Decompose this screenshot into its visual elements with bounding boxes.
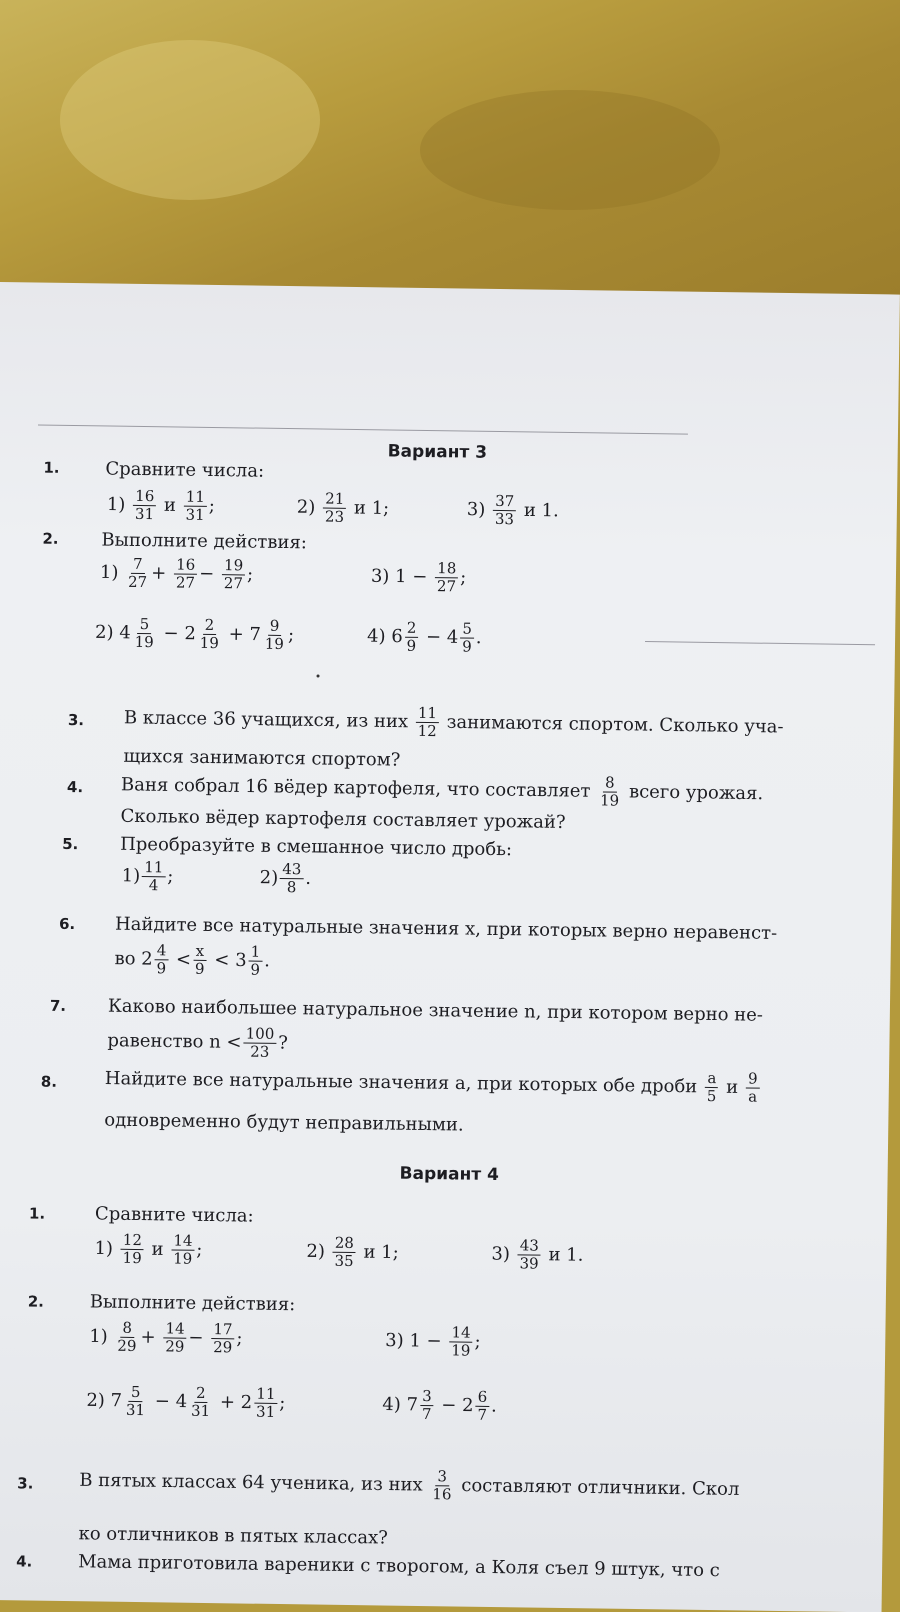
- task-text: Сравните числа:: [94, 1203, 254, 1227]
- action-item-3: 3) 1 − $\frac{14}{19}$ ;: [385, 1323, 481, 1360]
- table-stain: [60, 40, 320, 200]
- compare-item-1: 1) $\frac{16}{31}$ и $\frac{11}{31}$ ;: [106, 486, 215, 524]
- inequality: равенство n < $\frac{100}{23}$ ?: [107, 1024, 289, 1061]
- task-text: Мама приготовила вареники с творогом, а Коля съел 9 штук, что с: [77, 1551, 720, 1582]
- task-text: Сравните числа:: [105, 458, 265, 482]
- action-item-1: 1) $\frac{7}{27}$ + $\frac{16}{27}$ − $\frac{19}{27}$ ;: [99, 554, 254, 593]
- task-text-cont: щихся занимаются спортом?: [123, 745, 401, 771]
- action-item-1: 1) $\frac{8}{29}$ + $\frac{14}{29}$ − $\frac{17}{29}$ ;: [89, 1318, 243, 1357]
- worksheet-page: [0, 282, 900, 1612]
- compare-item-2: 2) $\frac{21}{23}$ и 1;: [296, 489, 390, 526]
- top-rule-line: [38, 425, 688, 435]
- ink-speck: [317, 674, 320, 677]
- task-number: 6.: [58, 914, 76, 934]
- action-item-2: 2) 7 $\frac{5}{31}$ − 4 $\frac{2}{31}$ + 2 $\frac{11}{31}$ ;: [86, 1382, 286, 1421]
- task-number: 7.: [49, 996, 67, 1015]
- fraction-item-1: 1) $\frac{11}{4}$ ;: [121, 858, 174, 895]
- task-number: 2.: [27, 1292, 45, 1311]
- task-number: 1.: [28, 1204, 46, 1223]
- compare-item-3: 3) $\frac{43}{39}$ и 1.: [491, 1236, 584, 1273]
- action-item-3: 3) 1 − $\frac{18}{27}$ ;: [370, 559, 467, 596]
- task-number: 4.: [66, 777, 84, 797]
- compare-item-3: 3) $\frac{37}{33}$ и 1.: [466, 491, 559, 529]
- variant-3-title: Вариант 3: [387, 441, 488, 463]
- action-item-4: 4) 6 $\frac{2}{9}$ − 4 $\frac{5}{9}$ .: [366, 618, 482, 656]
- table-stain: [420, 90, 720, 210]
- task-text: Найдите все натуральные значения x, при которых верно неравенст-: [114, 913, 778, 944]
- action-item-2: 2) 4 $\frac{5}{19}$ − 2 $\frac{2}{19}$ + 7 $\frac{9}{19}$ ;: [94, 614, 295, 653]
- variant-4-title: Вариант 4: [399, 1163, 500, 1186]
- task-text-cont: ко отличников в пятых классах?: [78, 1523, 389, 1549]
- task-number: 2.: [42, 529, 59, 548]
- task-text: Ваня собрал 16 вёдер картофеля, что составляет $\frac{8}{19}$ всего урожая.: [120, 773, 764, 810]
- task-text: Выполните действия:: [89, 1291, 296, 1316]
- task-text: В пятых классах 64 ученика, из них $\frac{3}{16}$ составляют отличники. Скол: [79, 1467, 740, 1504]
- task-number: 3.: [17, 1474, 34, 1493]
- compare-item-1: 1) $\frac{12}{19}$ и $\frac{14}{19}$ ;: [94, 1230, 203, 1268]
- inequality: во 2 $\frac{4}{9}$ < $\frac{x}{9}$ < 3 $\frac{1}{9}$ .: [114, 941, 271, 979]
- task-text-cont: одновременно будут неправильными.: [104, 1109, 464, 1136]
- task-text: Каково наибольшее натуральное значение n, при котором верно не-: [107, 995, 764, 1026]
- task-text-cont: Сколько вёдер картофеля составляет урожай?: [120, 805, 566, 833]
- task-number: 1.: [43, 458, 60, 477]
- task-number: 5.: [62, 834, 79, 854]
- task-text: Преобразуйте в смешанное число дробь:: [120, 833, 513, 861]
- task-number: 4.: [16, 1552, 33, 1571]
- task-number: 8.: [40, 1072, 58, 1091]
- task-text: Найдите все натуральные значения a, при которых обе дроби $\frac{a}{5}$ и $\frac{9}{a}$: [104, 1068, 758, 1106]
- fraction-item-2: 2) $\frac{43}{8}$ .: [259, 859, 312, 897]
- task-text: В классе 36 учащихся, из них $\frac{11}{12}$ занимаются спортом. Сколько уча-: [123, 703, 784, 741]
- compare-item-2: 2) $\frac{28}{35}$ и 1;: [306, 1233, 399, 1271]
- task-text: Выполните действия:: [101, 529, 308, 554]
- action-item-4: 4) 7 $\frac{3}{7}$ − 2 $\frac{6}{7}$ .: [382, 1387, 497, 1424]
- side-rule-line: [645, 641, 875, 645]
- task-number: 3.: [67, 710, 85, 730]
- wooden-table-background: [0, 0, 900, 300]
